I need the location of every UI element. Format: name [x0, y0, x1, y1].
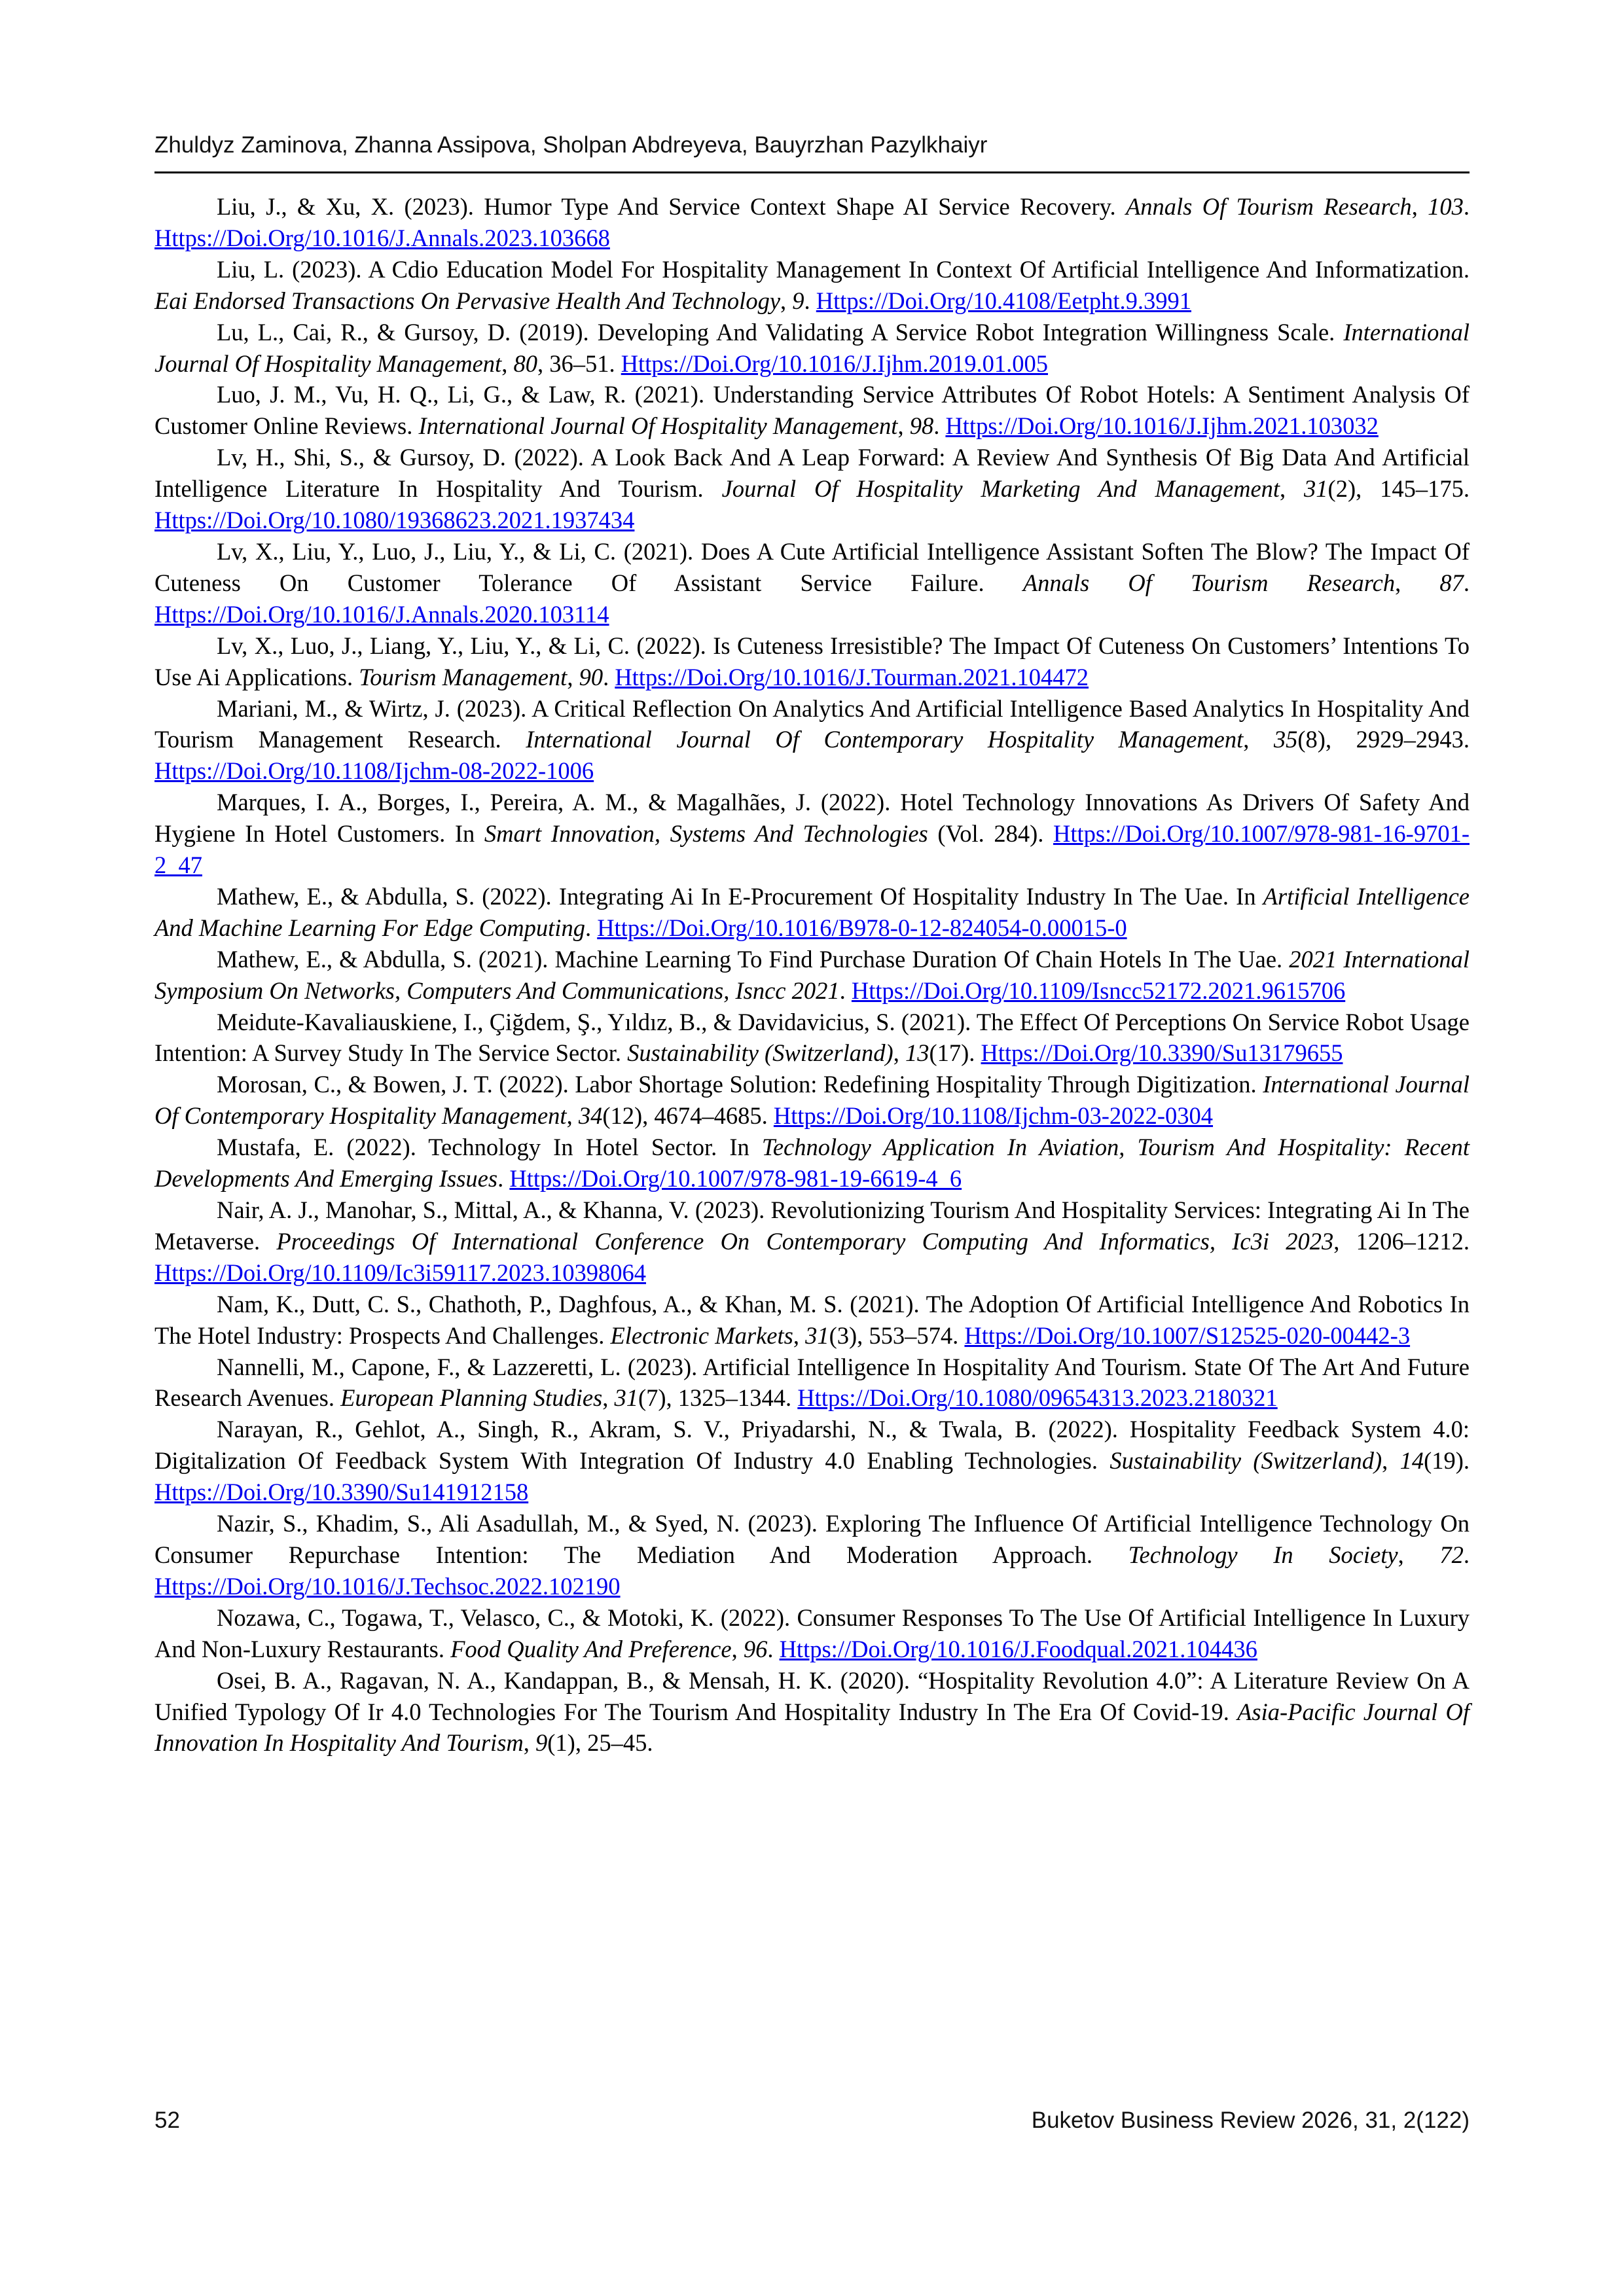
- reference-separator: .: [839, 977, 852, 1004]
- reference-volume: 34: [578, 1102, 603, 1130]
- reference-volume: 80: [513, 350, 537, 377]
- reference-separator: ,: [1411, 193, 1428, 220]
- reference-text: Lv, X., Liu, Y., Luo, J., Liu, Y., & Li, C. (2021). Does A Cute Artificial Intelligence Assistant Soften The Blow? The Impact Of Cuteness On Customer Tolerance Of Assistant Service Failure.: [154, 537, 1470, 596]
- doi-link[interactable]: Https://Doi.Org/10.1016/J.Annals.2020.103114: [154, 600, 609, 628]
- reference-entry: [154, 536, 1470, 630]
- reference-entry: [154, 787, 1470, 881]
- reference-text: Liu, L. (2023). A Cdio Education Model For Hospitality Management In Context Of Artificial Intelligence And Informatization.: [217, 255, 1470, 283]
- reference-volume: 72: [1439, 1541, 1464, 1568]
- reference-pages: .: [933, 412, 946, 440]
- reference-entry: [154, 442, 1470, 536]
- reference-source: Annals Of Tourism Research: [1022, 569, 1396, 596]
- reference-entry: [154, 1508, 1470, 1602]
- reference-entry: [154, 1007, 1470, 1069]
- doi-link[interactable]: Https://Doi.Org/10.1108/Ijchm-08-2022-1006: [154, 757, 594, 785]
- reference-pages: .: [804, 287, 816, 314]
- reference-text: Mariani, M., & Wirtz, J. (2023). A Critical Reflection On Analytics And Artificial Intelligence Based Analytics In Hospitality And Tourism Management Research.: [154, 694, 1470, 753]
- reference-pages: (3), 553–574.: [829, 1321, 965, 1349]
- reference-text: Lv, X., Luo, J., Liang, Y., Liu, Y., & Li, C. (2022). Is Cuteness Irresistible? The Impact Of Cuteness On Customers’ Intentions To Use Ai Applications.: [154, 632, 1470, 691]
- reference-separator: ,: [567, 663, 579, 691]
- reference-pages: .: [603, 663, 615, 691]
- reference-volume: 96: [743, 1635, 768, 1662]
- doi-link[interactable]: Https://Doi.Org/10.1007/978-981-16-9701-2_47: [154, 820, 1470, 879]
- reference-pages: .: [767, 1635, 780, 1662]
- reference-pages: (8), 2929–2943.: [1297, 726, 1470, 753]
- doi-link[interactable]: Https://Doi.Org/10.1016/J.Ijhm.2019.01.005: [621, 350, 1048, 377]
- doi-link[interactable]: Https://Doi.Org/10.3390/Su141912158: [154, 1479, 529, 1506]
- reference-source: Annals Of Tourism Research: [1126, 193, 1412, 220]
- reference-separator: ,: [602, 1384, 615, 1412]
- reference-text: Marques, I. A., Borges, I., Pereira, A. M., & Magalhães, J. (2022). Hotel Technology Innovations As Drivers Of Safety And Hygiene In Hotel Customers. In: [154, 789, 1470, 848]
- doi-link[interactable]: Https://Doi.Org/10.1109/Ic3i59117.2023.10398064: [154, 1259, 646, 1286]
- reference-separator: ,: [897, 412, 910, 440]
- reference-entry: [154, 630, 1470, 693]
- doi-link[interactable]: Https://Doi.Org/10.1016/J.Annals.2023.103668: [154, 224, 610, 251]
- reference-entry: [154, 1069, 1470, 1132]
- reference-source: Artificial Intelligence And Machine Learning For Edge Computing: [154, 882, 1470, 941]
- reference-separator: ,: [523, 1729, 536, 1757]
- header-divider: [154, 171, 1470, 173]
- reference-source: Eai Endorsed Transactions On Pervasive Health And Technology: [154, 287, 781, 314]
- reference-volume: 103: [1428, 193, 1464, 220]
- reference-separator: ,: [1382, 1447, 1400, 1475]
- reference-text: Liu, J., & Xu, X. (2023). Humor Type And Service Context Shape AI Service Recovery.: [217, 193, 1126, 220]
- reference-pages: (2), 145–175.: [1327, 475, 1470, 503]
- reference-pages: .: [1463, 1541, 1470, 1568]
- doi-link[interactable]: Https://Doi.Org/10.1007/S12525-020-00442-3: [964, 1321, 1411, 1349]
- reference-volume: 90: [579, 663, 604, 691]
- reference-separator: ,: [793, 1321, 806, 1349]
- doi-link[interactable]: Https://Doi.Org/10.4108/Eetpht.9.3991: [816, 287, 1191, 314]
- reference-text: Nozawa, C., Togawa, T., Velasco, C., & Motoki, K. (2022). Consumer Responses To The Use Of Artificial Intelligence In Luxury And Non-Luxury Restaurants.: [154, 1604, 1470, 1662]
- reference-entry: [154, 1602, 1470, 1665]
- reference-volume: 35: [1273, 726, 1298, 753]
- reference-entry: [154, 1132, 1470, 1194]
- reference-separator: ,: [893, 1039, 905, 1067]
- reference-separator: ,: [566, 1102, 579, 1130]
- running-head-authors: Zhuldyz Zaminova, Zhanna Assipova, Sholpan Abdreyeva, Bauyrzhan Pazylkhaiyr: [154, 132, 988, 158]
- reference-source: Technology In Society: [1128, 1541, 1398, 1568]
- reference-text: Lv, H., Shi, S., & Gursoy, D. (2022). A Look Back And A Leap Forward: A Review And Synthesis Of Big Data And Artificial Intelligence Literature In Hospitality And Tourism.: [154, 444, 1470, 503]
- reference-entry: [154, 881, 1470, 944]
- reference-volume: 13: [905, 1039, 929, 1067]
- reference-text: Osei, B. A., Ragavan, N. A., Kandappan, B., & Mensah, H. K. (2020). “Hospitality Revolution 4.0”: A Literature Review On A Unified Typology Of Ir 4.0 Technologies For The Tourism And Hospitality Industry In The Era Of Covid-19.: [154, 1666, 1470, 1725]
- reference-volume: 31: [805, 1321, 829, 1349]
- reference-separator: , 1206–1212.: [1333, 1227, 1470, 1255]
- footer-journal: Buketov Business Review 2026, 31, 2(122): [1031, 2108, 1470, 2133]
- reference-entry: [154, 1665, 1470, 1759]
- reference-text: Morosan, C., & Bowen, J. T. (2022). Labor Shortage Solution: Redefining Hospitality Through Digitization.: [217, 1071, 1263, 1098]
- reference-pages: .: [1463, 569, 1470, 596]
- reference-list: [154, 191, 1470, 1759]
- reference-source: International Journal Of Hospitality Management: [418, 412, 898, 440]
- reference-source: International Journal Of Hospitality Management: [154, 318, 1470, 377]
- doi-link[interactable]: Https://Doi.Org/10.1080/19368623.2021.1937434: [154, 507, 635, 534]
- reference-volume: 9: [792, 287, 804, 314]
- reference-text: Luo, J. M., Vu, H. Q., Li, G., & Law, R. (2021). Understanding Service Attributes Of Robot Hotels: A Sentiment Analysis Of Customer Online Reviews.: [154, 381, 1470, 440]
- doi-link[interactable]: Https://Doi.Org/10.1016/J.Tourman.2021.104472: [615, 663, 1089, 691]
- reference-text: Mustafa, E. (2022). Technology In Hotel Sector. In: [217, 1134, 762, 1161]
- reference-pages: (19).: [1424, 1447, 1470, 1475]
- reference-entry: [154, 191, 1470, 254]
- reference-separator: (Vol. 284).: [928, 820, 1053, 848]
- doi-link[interactable]: Https://Doi.Org/10.1016/J.Techsoc.2022.102190: [154, 1572, 621, 1600]
- reference-text: Nam, K., Dutt, C. S., Chathoth, P., Daghfous, A., & Khan, M. S. (2021). The Adoption Of Artificial Intelligence And Robotics In The Hotel Industry: Prospects And Challenges.: [154, 1290, 1470, 1349]
- reference-text: Nannelli, M., Capone, F., & Lazzeretti, L. (2023). Artificial Intelligence In Hospitality And Tourism. State Of The Art And Future Research Avenues.: [154, 1353, 1470, 1412]
- reference-separator: ,: [501, 350, 514, 377]
- reference-pages: (1), 25–45.: [547, 1729, 653, 1757]
- reference-source: Electronic Markets: [610, 1321, 793, 1349]
- reference-entry: [154, 254, 1470, 317]
- reference-source: 2021 International Symposium On Networks, Computers And Communications, Isncc 2021: [154, 945, 1470, 1004]
- doi-link[interactable]: Https://Doi.Org/10.1109/Isncc52172.2021.9615706: [851, 977, 1346, 1004]
- reference-source: European Planning Studies: [340, 1384, 603, 1412]
- reference-separator: .: [585, 914, 598, 941]
- doi-link[interactable]: Https://Doi.Org/10.1007/978-981-19-6619-4_6: [509, 1165, 962, 1193]
- reference-entry: [154, 1352, 1470, 1414]
- reference-entry: [154, 1289, 1470, 1352]
- doi-link[interactable]: Https://Doi.Org/10.1016/J.Ijhm.2021.103032: [945, 412, 1379, 440]
- reference-source: Sustainability (Switzerland): [627, 1039, 893, 1067]
- reference-pages: (17).: [929, 1039, 981, 1067]
- reference-entry: [154, 1414, 1470, 1508]
- reference-separator: ,: [1398, 1541, 1440, 1568]
- reference-source: Tourism Management: [359, 663, 568, 691]
- reference-source: Sustainability (Switzerland): [1110, 1447, 1382, 1475]
- reference-volume: 31: [1304, 475, 1328, 503]
- reference-text: Mathew, E., & Abdulla, S. (2022). Integrating Ai In E-Procurement Of Hospitality Industry In The Uae. In: [217, 882, 1263, 910]
- reference-entry: [154, 693, 1470, 787]
- doi-link[interactable]: Https://Doi.Org/10.1016/J.Foodqual.2021.104436: [779, 1635, 1257, 1662]
- reference-text: Nazir, S., Khadim, S., Ali Asadullah, M., & Syed, N. (2023). Exploring The Influence Of Artificial Intelligence Technology On Consumer Repurchase Intention: The Mediation And Moderation Approach.: [154, 1510, 1470, 1568]
- reference-separator: ,: [731, 1635, 744, 1662]
- reference-pages: (12), 4674–4685.: [602, 1102, 774, 1130]
- reference-pages: .: [1463, 193, 1470, 220]
- reference-source: International Journal Of Contemporary Hospitality Management: [154, 1071, 1470, 1130]
- reference-separator: ,: [1395, 569, 1440, 596]
- reference-source: Proceedings Of International Conference On Contemporary Computing And Informatics, Ic3i 2023: [276, 1227, 1334, 1255]
- reference-separator: ,: [1243, 726, 1274, 753]
- reference-separator: .: [497, 1165, 510, 1193]
- reference-text: Mathew, E., & Abdulla, S. (2021). Machine Learning To Find Purchase Duration Of Chain Hotels In The Uae.: [217, 945, 1290, 973]
- reference-source: Smart Innovation, Systems And Technologies: [484, 820, 928, 848]
- reference-entry: [154, 317, 1470, 380]
- reference-volume: 87: [1439, 569, 1464, 596]
- reference-volume: 98: [909, 412, 934, 440]
- reference-entry: [154, 944, 1470, 1007]
- reference-entry: [154, 1194, 1470, 1289]
- reference-source: International Journal Of Contemporary Hospitality Management: [526, 726, 1244, 753]
- reference-volume: 14: [1399, 1447, 1424, 1475]
- reference-text: Nair, A. J., Manohar, S., Mittal, A., & Khanna, V. (2023). Revolutionizing Tourism And Hospitality Services: Integrating Ai In The Metaverse.: [154, 1196, 1470, 1255]
- reference-text: Meidute-Kavaliauskiene, I., Çiğdem, Ş., Yıldız, B., & Davidavicius, S. (2021). The Effect Of Perceptions On Service Robot Usage Intention: A Survey Study In The Service Sector.: [154, 1008, 1470, 1067]
- reference-separator: ,: [1280, 475, 1305, 503]
- reference-source: Journal Of Hospitality Marketing And Management: [721, 475, 1280, 503]
- reference-volume: 9: [535, 1729, 548, 1757]
- doi-link[interactable]: Https://Doi.Org/10.1016/B978-0-12-824054-0.00015-0: [597, 914, 1127, 941]
- reference-pages: , 36–51.: [537, 350, 621, 377]
- reference-entry: [154, 379, 1470, 442]
- doi-link[interactable]: Https://Doi.Org/10.1080/09654313.2023.2180321: [797, 1384, 1278, 1412]
- reference-source: Technology Application In Aviation, Tourism And Hospitality: Recent Developments And Emerging Issues: [154, 1134, 1470, 1193]
- reference-pages: (7), 1325–1344.: [638, 1384, 798, 1412]
- reference-text: Lu, L., Cai, R., & Gursoy, D. (2019). Developing And Validating A Service Robot Integration Willingness Scale.: [217, 318, 1344, 346]
- page-number: 52: [154, 2108, 180, 2133]
- reference-text: Narayan, R., Gehlot, A., Singh, R., Akram, S. V., Priyadarshi, N., & Twala, B. (2022). Hospitality Feedback System 4.0: Digitalization Of Feedback System With Integration Of Industry 4.0 Enabling Technologies.: [154, 1416, 1470, 1475]
- reference-source: Food Quality And Preference: [450, 1635, 732, 1662]
- reference-volume: 31: [614, 1384, 638, 1412]
- reference-source: Asia-Pacific Journal Of Innovation In Hospitality And Tourism: [154, 1698, 1470, 1757]
- doi-link[interactable]: Https://Doi.Org/10.3390/Su13179655: [981, 1039, 1343, 1067]
- doi-link[interactable]: Https://Doi.Org/10.1108/Ijchm-03-2022-0304: [773, 1102, 1214, 1130]
- reference-separator: ,: [780, 287, 793, 314]
